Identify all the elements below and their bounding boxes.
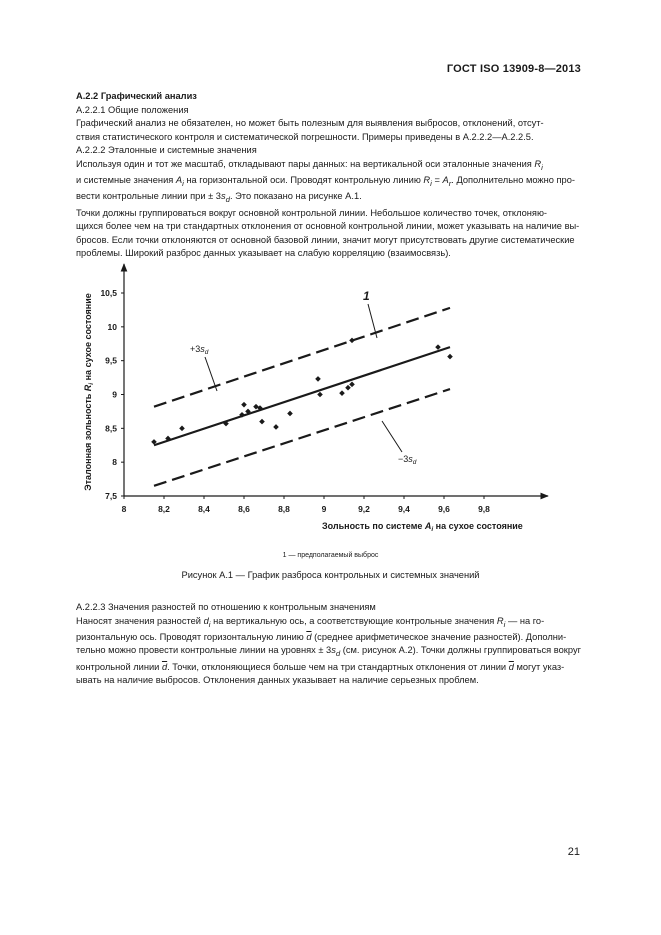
data-point: [339, 390, 345, 396]
minus-label-prefix: −3: [398, 454, 409, 464]
data-point: [345, 385, 351, 391]
y-axis-label: [83, 293, 95, 491]
paragraph-3a: Точки должны группироваться вокруг основной контрольной линии. Небольшое количество точек, отклоняю-: [76, 207, 548, 218]
paragraph-4b: [76, 631, 584, 645]
data-point: [259, 419, 265, 425]
data-point: [349, 382, 355, 388]
y-label-a: Эталонная зольность: [83, 391, 93, 491]
symbol: A: [442, 174, 449, 185]
data-point: [317, 392, 323, 398]
x-label-b: на сухое состояние: [433, 521, 523, 531]
y-tick-label: 8,5: [105, 423, 117, 434]
y-tick-label: 9,5: [105, 355, 117, 366]
paragraph-1a: Графический анализ не обязателен, но может быть полезным для выявления выбросов, отклонений, отсут-: [76, 118, 544, 128]
symbol: i: [208, 619, 211, 629]
x-tick-label: 8,2: [158, 504, 170, 514]
data-point: [315, 376, 321, 382]
minus-label-d: d: [412, 459, 417, 466]
text-span: (см. рисунок А.2). Точки должны группироваться вокруг: [340, 645, 581, 656]
text-span: Используя один и тот же масштаб, откладывают пары данных: на вертикальной оси эталонные значения: [76, 158, 535, 169]
symbol: s: [220, 191, 226, 202]
data-point: [179, 426, 185, 432]
paragraph-1b: ствия статистического контроля и систематической погрешности. Примеры приведены в А.2.2.2—А.2.2.5.: [76, 131, 534, 142]
text-span: могут указ-: [513, 661, 565, 672]
y-tick-label: 8: [112, 457, 117, 468]
text-span: вести контрольные линии при ± 3: [76, 191, 221, 202]
x-tick-label: 9,8: [478, 504, 490, 514]
symbol: A: [175, 174, 183, 185]
data-point: [435, 344, 441, 350]
y-label-sub: i: [88, 382, 95, 385]
line-3s: [154, 389, 450, 486]
plus-label-s: s: [200, 344, 205, 354]
minus-label-leader: [382, 421, 402, 452]
symbol: s: [331, 645, 336, 656]
x-tick-label: 9,2: [358, 504, 370, 514]
y-label-sym: R: [83, 384, 93, 392]
page-number: 21: [567, 846, 580, 858]
text-span: на горизонтальной оси. Проводят контрольную линию: [183, 174, 424, 185]
x-label-sub: i: [431, 526, 434, 533]
symbol: d: [335, 649, 341, 659]
symbol: $\overline{d}$: [508, 661, 514, 672]
y-tick-label: 10,5: [100, 288, 117, 298]
document-standard-number: ГОСТ ISO 13909-8—2013: [446, 63, 581, 75]
text-span: на вертикальную ось, а соответствующие контрольные значения: [210, 615, 497, 626]
minus-3sd-label: [398, 454, 417, 466]
data-point: [349, 338, 355, 344]
text-span: ризонтальную ось. Проводят горизонтальную линию: [76, 631, 307, 642]
x-tick-label: 8,6: [238, 504, 250, 514]
text-span: . Дополнительно можно про-: [451, 174, 575, 185]
paragraph-4c: [76, 644, 584, 660]
heading-title: Графический анализ: [100, 91, 197, 101]
paragraph-3d: проблемы. Широкий разброс данных указывает на слабую корреляцию (взаимосвязь).: [76, 248, 451, 259]
x-tick-label: 9: [321, 504, 327, 514]
x-label-a: Зольность по системе: [322, 521, 425, 531]
outlier-marker-label: 1: [363, 289, 370, 303]
text-span: . Это показано на рисунке А.1.: [229, 191, 362, 202]
symbol: i: [430, 178, 432, 188]
figure-caption: Рисунок А.1 — График разброса контрольных и системных значений: [181, 570, 480, 580]
text-span: и системные значения: [76, 174, 176, 185]
y-tick-label: 10: [107, 321, 117, 332]
x-axis-label: [322, 521, 523, 533]
subsection-title-1: А.2.2.1 Общие положения: [76, 104, 189, 115]
paragraph-3c: бросов. Если точки отклоняются от основной базовой линии, значит могут присутствовать другие систематические: [76, 234, 575, 245]
text-span: — на го-: [505, 615, 545, 626]
paragraph-4e: ывать на наличие выбросов. Отклонения данных указывает на наличие серьезных проблем.: [76, 675, 479, 686]
line-control: [154, 347, 450, 445]
heading-number: А.2.2: [76, 91, 99, 101]
data-point: [447, 354, 453, 360]
symbol: d: [203, 615, 209, 626]
y-tick-label: 9: [112, 389, 117, 400]
x-tick-label: 9,4: [398, 504, 410, 514]
symbol: i: [541, 162, 543, 172]
subsection-title-3: А.2.2.3 Значения разностей по отношению к контрольным значениям: [76, 602, 376, 612]
y-tick-label: 7,5: [105, 491, 117, 501]
symbol: d: [225, 195, 230, 205]
data-point: [273, 424, 279, 430]
text-span: (среднее арифметическое значение разностей). Дополни-: [311, 631, 567, 642]
x-label-sym: A: [424, 521, 432, 531]
symbol: r: [448, 178, 452, 188]
x-tick-label: 9,6: [438, 504, 450, 514]
minus-label-s: s: [408, 454, 413, 464]
text-span: =: [431, 174, 443, 185]
subsection-title-2: А.2.2.2 Эталонные и системные значения: [76, 145, 257, 155]
paragraph-4a: [76, 615, 584, 631]
x-tick-label: 8,4: [198, 504, 210, 514]
symbol: R: [496, 615, 504, 626]
data-point: [241, 402, 247, 408]
symbol: R: [534, 158, 542, 169]
text-span: тельно можно провести контрольные линии на уровнях ± 3: [76, 645, 332, 656]
paragraph-4d: [76, 661, 584, 675]
symbol: i: [503, 619, 506, 629]
symbol: $\overline{d}$: [306, 631, 312, 642]
y-label-b: на сухое состояние: [83, 293, 93, 383]
text-span: . Точки, отклоняющиеся больше чем на три стандартных отклонения от линии: [167, 661, 509, 672]
paragraph-3b: щихся более чем на три стандартных отклонения от основной контрольной линии, может указывать на наличие вы-: [76, 221, 580, 232]
plus-3sd-label: [190, 344, 209, 356]
plus-label-leader: [205, 357, 217, 391]
x-tick-label: 8: [121, 504, 127, 514]
text-span: Наносят значения разностей: [76, 615, 204, 626]
data-point: [287, 411, 293, 417]
symbol: i: [182, 178, 184, 188]
symbol: $\overline{d}$: [161, 661, 168, 672]
x-tick-label: 8,8: [278, 504, 290, 514]
text-span: контрольной линии: [76, 661, 162, 672]
symbol: R: [423, 174, 431, 185]
plus-label-prefix: +3: [190, 344, 201, 354]
body-text-2: [76, 601, 584, 688]
plus-label-d: d: [204, 349, 209, 356]
figure-footnote: 1 — предполагаемый выброс: [282, 552, 379, 559]
line-3s: [154, 308, 450, 407]
